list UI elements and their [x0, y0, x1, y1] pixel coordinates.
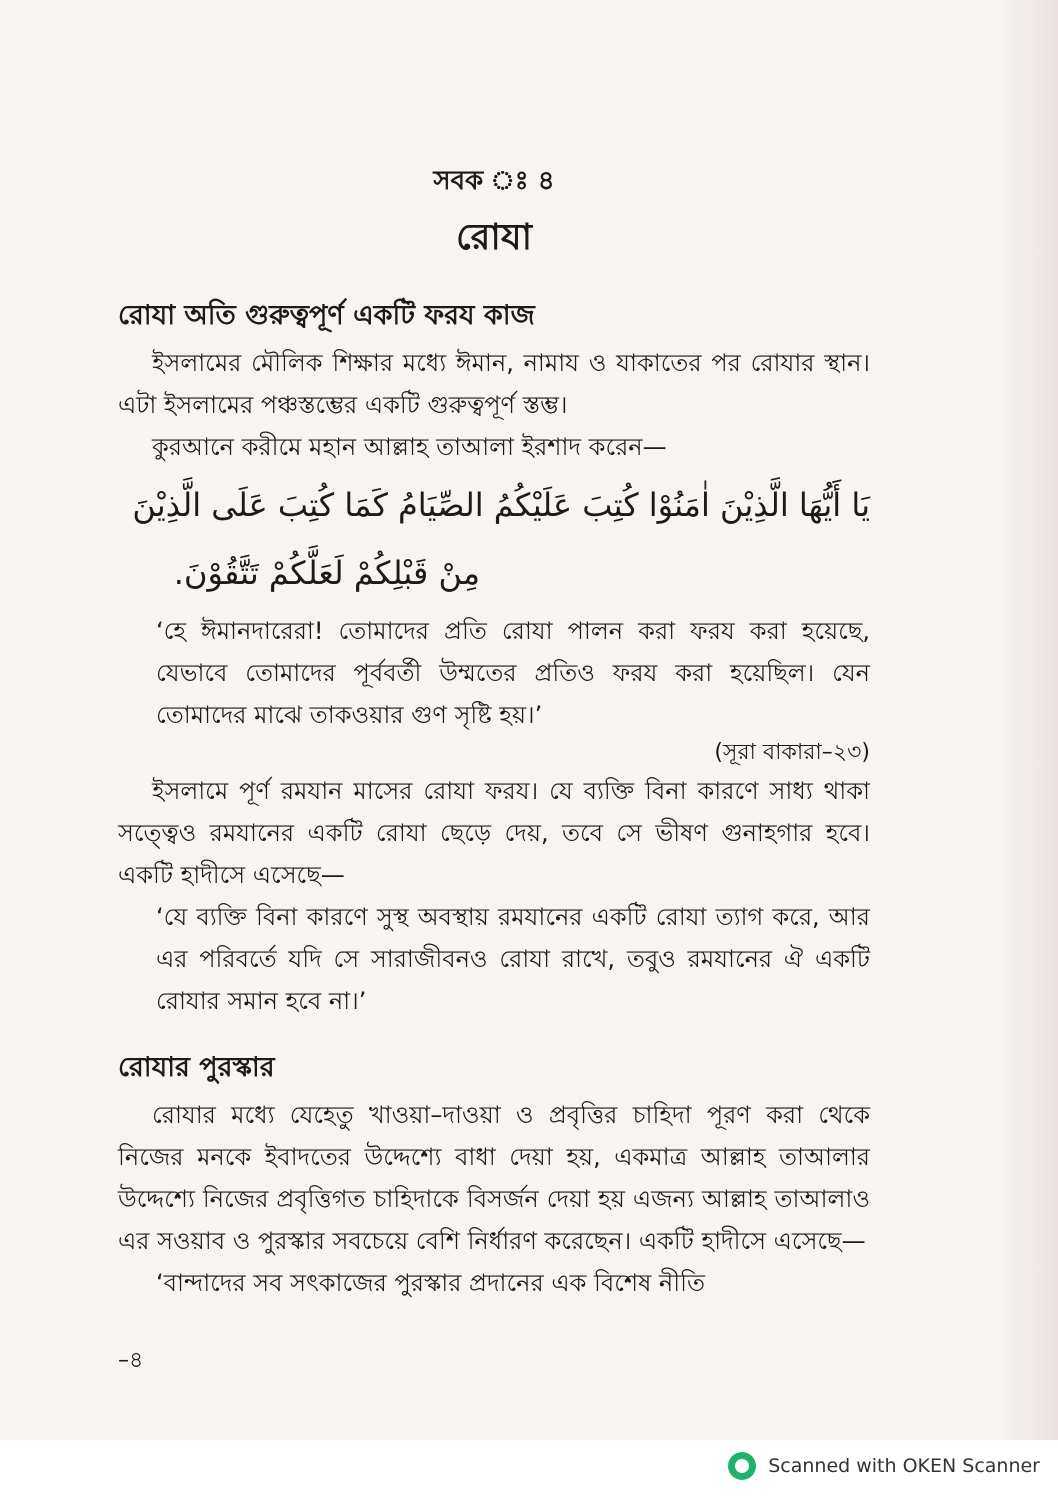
scanner-watermark [728, 1452, 1040, 1480]
verse-citation: (সূরা বাকারা–২৩) [714, 740, 870, 765]
hadith-quote-1: ‘যে ব্যক্তি বিনা কারণে সুস্থ অবস্থায় রমযানের একটি রোযা ত্যাগ করে, আর এর পরিবর্তে যদি সে সারাজীবনও রোযা রাখে, তবুও রমযানের ঐ একটি রোযার সমান হবে না।’ [156, 903, 870, 1015]
section-heading-importance: রোযা অতি গুরুত্বপূর্ণ একটি ফরয কাজ [118, 300, 535, 331]
paragraph-ramadan-obligation: ইসলামে পূর্ণ রমযান মাসের রোযা ফরয। যে ব্যক্তি বিনা কারণে সাধ্য থাকা সত্ত্বেও রমযানের একটি রোযা ছেড়ে দেয়, তবে সে ভীষণ গুনাহগার হবে। একটি হাদীসে এসেছে— [118, 777, 870, 889]
hadith-quote-2: ‘বান্দাদের সব সৎকাজের পুরস্কার প্রদানের এক বিশেষ নীতি [156, 1269, 705, 1297]
section-heading-reward: রোযার পুরস্কার [118, 1052, 275, 1083]
page-content [118, 160, 870, 1304]
arabic-verse-line-1: يَا أَيُّهَا الَّذِيْنَ اٰمَنُوْا كُتِبَ عَلَيْكُمُ الصِّيَامُ كَمَا كُتِبَ عَلَى الَّذِيْنَ [132, 486, 870, 524]
page-number: –৪ [118, 1348, 144, 1373]
verse-translation: ‘হে ঈমানদারেরা! তোমাদের প্রতি রোযা পালন করা ফরয করা হয়েছে, যেভাবে তোমাদের পূর্ববর্তী উম্মতের প্রতিও ফরয করা হয়েছিল। যেন তোমাদের মাঝে তাকওয়ার গুণ সৃষ্টি হয়।’ [156, 617, 870, 729]
arabic-verse-line-2: مِنْ قَبْلِكُمْ لَعَلَّكُمْ تَتَّقُوْنَ. [173, 554, 480, 592]
lesson-label: সবক ঃ ৪ [433, 166, 555, 196]
oken-scanner-icon [728, 1452, 756, 1480]
paragraph-reward: রোযার মধ্যে যেহেতু খাওয়া–দাওয়া ও প্রবৃত্তির চাহিদা পূরণ করা থেকে নিজের মনকে ইবাদতের উদ্দেশ্যে বাধা দেয়া হয়, একমাত্র আল্লাহ তাআলার উদ্দেশ্যে নিজের প্রবৃত্তিগত চাহিদাকে বিসর্জন দেয়া হয় এজন্য আল্লাহ তাআলাও এর সওয়াব ও পুরস্কার সবচেয়ে বেশি নির্ধারণ করেছেন। একটি হাদীসে এসেছে— [118, 1101, 870, 1255]
page-edge-shadow [998, 0, 1058, 1440]
lesson-title: রোযা [455, 217, 533, 258]
paragraph-intro: ইসলামের মৌলিক শিক্ষার মধ্যে ঈমান, নামায ও যাকাতের পর রোযার স্থান। এটা ইসলামের পঞ্চস্তম্ভের একটি গুরুত্বপূর্ণ স্তম্ভ। [118, 349, 870, 419]
scanner-label: Scanned with OKEN Scanner [768, 1455, 1040, 1477]
paragraph-quran-intro: কুরআনে করীমে মহান আল্লাহ তাআলা ইরশাদ করেন— [152, 433, 667, 461]
scanner-footer [0, 1440, 1058, 1497]
